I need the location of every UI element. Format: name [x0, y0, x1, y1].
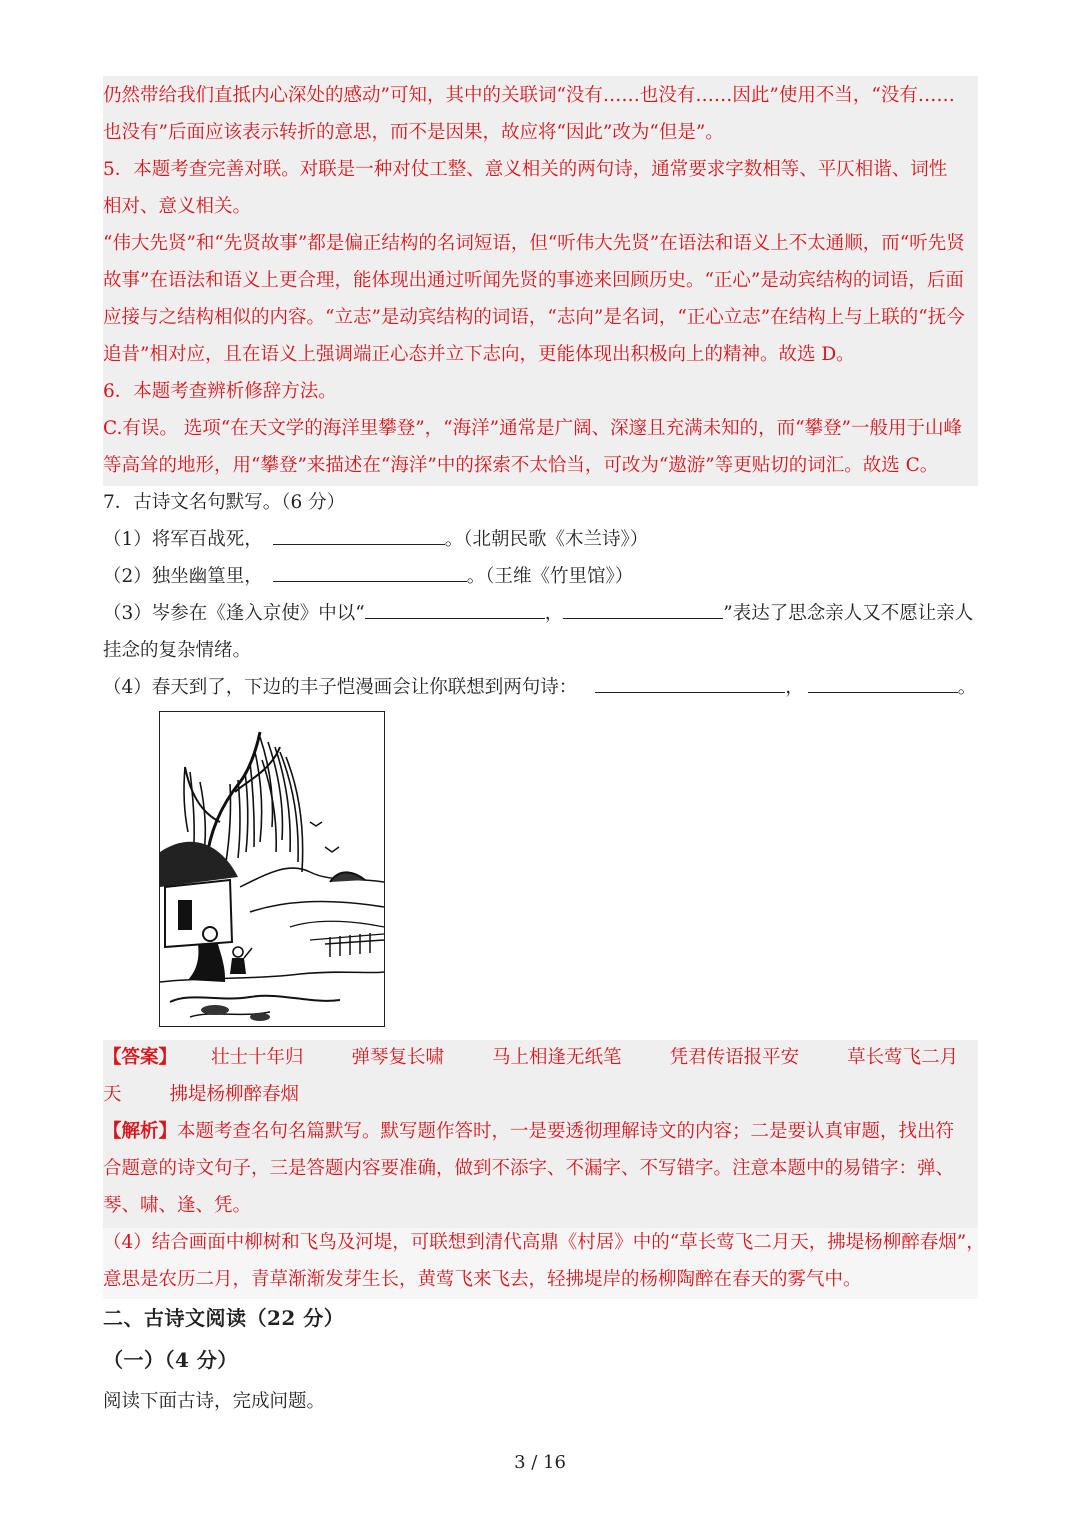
- analysis-line: [103, 1113, 981, 1150]
- answer-text-line: 5．本题考查完善对联。对联是一种对仗工整、意义相关的两句诗，通常要求字数相等、平仄相谐、词性: [103, 159, 948, 180]
- answer-item: 天: [103, 1084, 122, 1105]
- question-7-4-text: （4）春天到了，下边的丰子恺漫画会让你联想到两句诗：: [103, 677, 578, 698]
- question-7-1: [103, 521, 981, 558]
- question-7-3-continued: 挂念的复杂情绪。: [103, 640, 252, 661]
- feng-zikai-illustration: [159, 711, 385, 1027]
- analysis-line: 琴、啸、逢、凭。: [103, 1195, 252, 1216]
- answer-item: 弹琴复长啸: [351, 1047, 445, 1068]
- answer-item: 拂堤杨柳醉春烟: [169, 1084, 300, 1105]
- subsection-heading: （一）（4 分）: [103, 1348, 238, 1372]
- question-7-2: [103, 558, 981, 595]
- answer-item: 壮士十年归: [211, 1047, 304, 1068]
- answer-text-line: 故事”在语法和语义上更合理，能体现出通过听闻先贤的事迹来回顾历史。“正心”是动宾结构的词语，后面: [103, 270, 964, 291]
- question-7-3-text-b: ”表达了思念亲人又不愿让亲人: [723, 603, 974, 624]
- answer-text-line: “伟大先贤”和“先贤故事”都是偏正结构的名词短语，但“听伟大先贤”在语法和语义上不太通顺，而“听先贤: [103, 233, 965, 254]
- answer-blank[interactable]: [273, 563, 467, 582]
- question-7-title: 7．古诗文名句默写。（6 分）: [103, 492, 346, 513]
- question-7-2-source: 。（王维《竹里馆》）: [466, 566, 634, 587]
- spring-scene-drawing: [160, 712, 384, 1026]
- answer-blank[interactable]: [808, 674, 958, 693]
- question-7-4: [103, 669, 981, 706]
- analysis-text: 本题考查名句名篇默写。默写题作答时，一是要透彻理解诗文的内容；二是要认真审题，找出符: [177, 1121, 955, 1142]
- answer-item: 凭君传语报平安: [669, 1047, 800, 1068]
- answer-text-line: 仍然带给我们直抵内心深处的感动”可知，其中的关联词“没有……也没有……因此”使用不当，“没有……: [103, 85, 955, 106]
- answer-tag: 【答案】: [103, 1047, 178, 1068]
- answer-item: 马上相逢无纸笔: [492, 1047, 622, 1068]
- answer-text-line: 应接与之结构相似的内容。“立志”是动宾结构的词语，“志向”是名词，“正心立志”在结构上与上联的“抚今: [103, 307, 965, 328]
- question-7-3: [103, 595, 981, 632]
- analysis-line: （4）结合画面中柳树和飞鸟及河堤，可联想到清代高鼎《村居》中的“草长莺飞二月天，拂堤杨柳醉春烟”，: [103, 1232, 985, 1253]
- question-7-4-comma: ，: [785, 677, 804, 698]
- question-7-2-text: （2）独坐幽篁里，: [103, 566, 263, 587]
- analysis-line: 意思是农历二月，青草渐渐发芽生长，黄莺飞来飞去，轻拂堤岸的杨柳陶醉在春天的雾气中。: [103, 1269, 862, 1290]
- section-heading: 二、古诗文阅读（22 分）: [103, 1306, 345, 1330]
- answer-text-line: 相对、意义相关。: [103, 196, 252, 217]
- answer-blank[interactable]: [563, 600, 723, 619]
- answer-text-line: C.有误。 选项“在天文学的海洋里攀登”，“海洋”通常是广阔、深邃且充满未知的，而“攀登”一般用于山峰: [103, 418, 963, 439]
- answer-7-line-1: [103, 1039, 981, 1076]
- answer-blank[interactable]: [365, 600, 545, 619]
- page-number: 3 / 16: [514, 1452, 566, 1473]
- question-7-1-source: 。（北朝民歌《木兰诗》）: [444, 529, 649, 550]
- answer-text-line: 追昔”相对应，且在语义上强调端正心态并立下志向，更能体现出积极向上的精神。故选 D。: [103, 344, 855, 365]
- analysis-line: 合题意的诗文句子，三是答题内容要准确，做到不添字、不漏字、不写错字。注意本题中的易错字：弹、: [103, 1158, 955, 1179]
- question-7-3-comma: ，: [544, 603, 564, 624]
- analysis-tag: 【解析】: [103, 1121, 178, 1142]
- answer-7-line-2: [103, 1076, 981, 1113]
- question-7-4-end: 。: [957, 677, 977, 698]
- answer-blank[interactable]: [595, 674, 785, 693]
- answer-text-line: 也没有”后面应该表示转折的意思，而不是因果，故应将“因此”改为“但是”。: [103, 122, 724, 143]
- section-instruction: 阅读下面古诗，完成问题。: [103, 1391, 326, 1412]
- answer-item: 草长莺飞二月: [847, 1047, 959, 1068]
- question-7-1-text: （1）将军百战死，: [103, 529, 263, 550]
- answer-text-line: 等高耸的地形，用“攀登”来描述在“海洋”中的探索不太恰当，可改为“遨游”等更贴切的词汇。故选 C。: [103, 455, 939, 476]
- answer-blank[interactable]: [273, 526, 445, 545]
- answer-text-line: 6．本题考查辨析修辞方法。: [103, 381, 337, 402]
- question-7-3-text: （3）岑参在《逢入京使》中以“: [103, 603, 365, 624]
